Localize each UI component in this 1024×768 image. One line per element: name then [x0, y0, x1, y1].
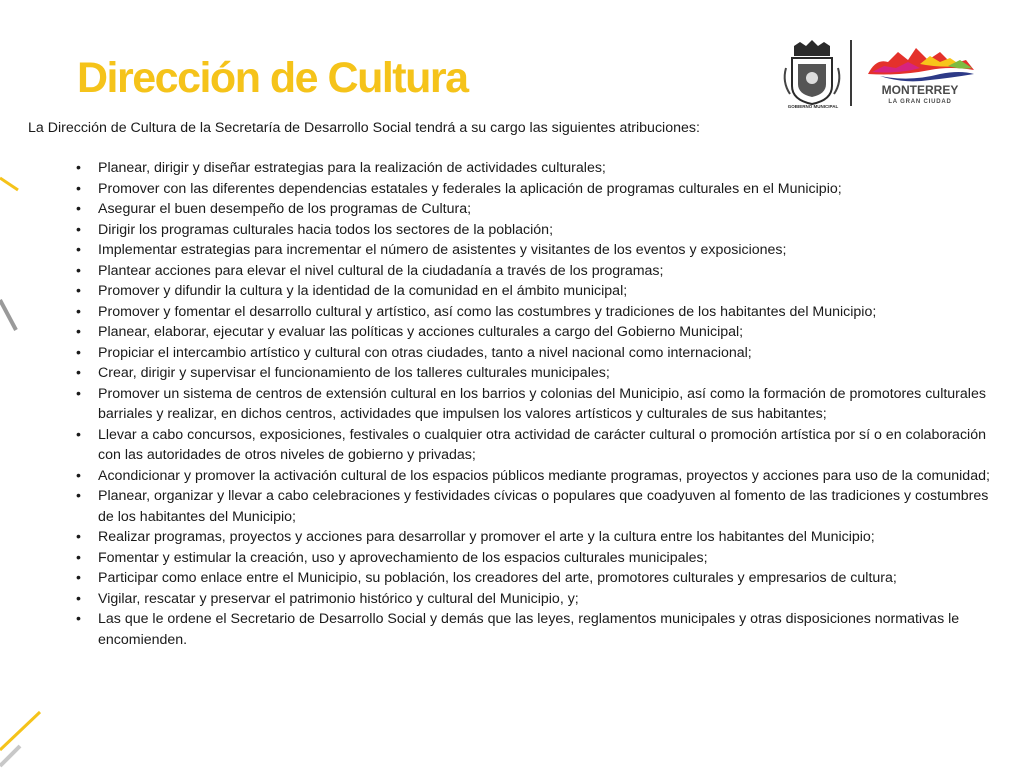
bullet-icon: • [76, 262, 81, 279]
brand-tagline: LA GRAN CIUDAD [888, 99, 952, 105]
list-item-text: Promover con las diferentes dependencias estatales y federales la aplicación de programas culturales en el Municipio; [98, 180, 842, 197]
header-logos [780, 38, 980, 110]
bullet-icon: • [76, 283, 81, 299]
list-item-text: Realizar programas, proyectos y acciones para desarrollar y promover el arte y la cultura entre los habitantes del Municipio; [98, 529, 875, 545]
seal-caption: GOBIERNO MUNICIPAL [787, 104, 839, 109]
list-item [76, 609, 994, 650]
list-item [76, 425, 994, 466]
list-item [76, 158, 994, 179]
list-item [76, 568, 994, 589]
bullet-icon: • [76, 344, 81, 361]
list-item-text: Crear, dirigir y supervisar el funcionamiento de los talleres culturales municipales; [98, 365, 610, 381]
bullet-icon: • [76, 590, 81, 607]
list-item-text: Dirigir los programas culturales hacia todos los sectores de la población; [98, 221, 554, 238]
list-item [76, 240, 994, 261]
list-item-text: Participar como enlace entre el Municipio, su población, los creadores del arte, promotores culturales y empresarios de cultura; [98, 570, 897, 586]
list-item-text: Propiciar el intercambio artístico y cultural con otras ciudades, tanto a nivel nacional como internacional; [98, 344, 752, 361]
list-item-text: Promover y fomentar el desarrollo cultural y artístico, así como las costumbres y tradiciones de los habitantes del Municipio; [98, 303, 877, 320]
list-item-text: Vigilar, rescatar y preservar el patrimonio histórico y cultural del Municipio, y; [98, 590, 579, 607]
bullet-icon: • [76, 242, 81, 258]
page-title: Dirección de Cultura [77, 54, 468, 102]
list-item [76, 322, 994, 343]
list-item [76, 343, 994, 364]
bullet-icon: • [76, 529, 81, 545]
list-item-text: Las que le ordene el Secretario de Desarrollo Social y demás que las leyes, reglamentos municipales y otras disposiciones normativas le encomienden. [98, 611, 960, 648]
list-item-text: Planear, dirigir y diseñar estrategias para la realización de actividades culturales; [98, 160, 606, 176]
list-item [76, 363, 994, 384]
monterrey-mountains-icon [868, 48, 974, 81]
list-item-text: Planear, elaborar, ejecutar y evaluar las políticas y acciones culturales a cargo del Gobierno Municipal; [98, 324, 744, 340]
bullet-icon: • [76, 611, 81, 627]
list-item [76, 384, 994, 425]
list-item-text: Llevar a cabo concursos, exposiciones, festivales o cualquier otra actividad de carácter cultural o promoción artística por sí o en colaboración con las autoridades de otros niveles de gobierno y privadas; [98, 426, 986, 463]
bullet-icon: • [76, 324, 81, 340]
bullet-icon: • [76, 570, 81, 586]
brand-name: MONTERREY [881, 83, 959, 97]
bullet-icon: • [76, 426, 81, 443]
bullet-icon: • [76, 201, 81, 217]
list-item [76, 220, 994, 241]
bullet-icon: • [76, 303, 81, 320]
list-item [76, 589, 994, 610]
list-item [76, 302, 994, 323]
bullet-icon: • [76, 549, 81, 566]
bullet-icon: • [76, 180, 81, 197]
list-item [76, 261, 994, 282]
bullet-icon: • [76, 467, 81, 484]
bullet-icon: • [76, 160, 81, 176]
list-item [76, 179, 994, 200]
list-item [76, 486, 994, 527]
list-item-text: Acondicionar y promover la activación cultural de los espacios públicos mediante programas, proyectos y acciones para uso de la comunidad; [98, 467, 990, 484]
list-item [76, 281, 994, 302]
bullet-icon: • [76, 221, 81, 238]
logo-divider [850, 40, 852, 106]
list-item [76, 199, 994, 220]
intro-paragraph: La Dirección de Cultura de la Secretaría de Desarrollo Social tendrá a su cargo las siguientes atribuciones: [28, 120, 700, 136]
list-item-text: Implementar estrategias para incrementar el número de asistentes y visitantes de los eventos y exposiciones; [98, 242, 787, 258]
bullet-icon: • [76, 365, 81, 381]
list-item-text: Asegurar el buen desempeño de los programas de Cultura; [98, 201, 472, 217]
list-item-text: Planear, organizar y llevar a cabo celebraciones y festividades cívicas o populares que coadyuven al fomento de las tradiciones y costumbres de los habitantes del Municipio; [98, 488, 989, 525]
municipal-seal-icon [785, 40, 840, 104]
bullet-icon: • [76, 488, 81, 504]
list-item [76, 548, 994, 569]
list-item-text: Promover un sistema de centros de extensión cultural en los barrios y colonias del Municipio, así como la formación de promotores culturales barriales y realizar, en dichos centros, actividades que impulsen los valores artísticos y culturales de sus habitantes; [98, 385, 986, 422]
list-item-text: Promover y difundir la cultura y la identidad de la comunidad en el ámbito municipal; [98, 283, 628, 299]
list-item-text: Plantear acciones para elevar el nivel cultural de la ciudadanía a través de los programas; [98, 262, 664, 279]
list-item [76, 466, 994, 487]
attributions-list [76, 158, 994, 650]
list-item [76, 527, 994, 548]
left-edge-decoration [0, 160, 24, 360]
bullet-icon: • [76, 385, 81, 402]
bottom-left-decoration [0, 700, 60, 768]
list-item-text: Fomentar y estimular la creación, uso y aprovechamiento de los espacios culturales municipales; [98, 549, 708, 566]
